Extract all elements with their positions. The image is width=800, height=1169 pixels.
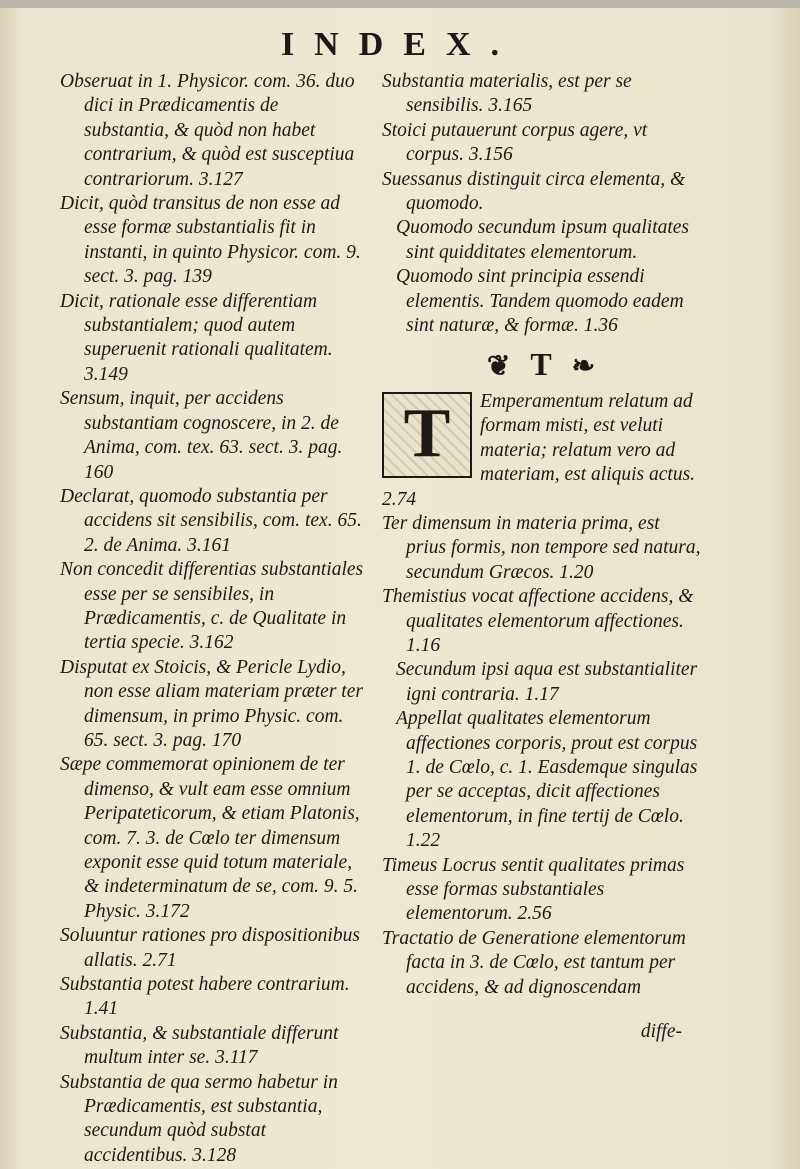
left-column	[60, 70, 368, 1168]
index-entry: Sensum, inquit, per accidens substantiam cognoscere, in 2. de Anima, com. tex. 63. sect. 3. pag. 160	[60, 388, 343, 483]
index-entry: Declarat, quomodo substantia per accidens sit sensibilis, com. tex. 65. 2. de Anima. 3.161	[60, 485, 362, 556]
index-entry: Substantia, & substantiale differunt multum inter se. 3.117	[60, 1022, 339, 1069]
index-entry: Suessanus distinguit circa elementa, & quomodo.	[382, 168, 686, 215]
index-subentry: Appellat qualitates elementorum affectiones corporis, prout est corpus 1. de Cœlo, c. 1. Easdemque singulas per se acceptas, dicit affectiones elementorum, in fine tertij de Cœlo. 1.22	[396, 708, 698, 852]
decorated-initial: T	[382, 392, 472, 478]
index-entry: Substantia potest habere contrarium. 1.41	[60, 974, 350, 1020]
page-title: INDEX.	[280, 26, 520, 63]
page-top-edge	[0, 0, 800, 8]
index-entry: Ter dimensum in materia prima, est prius formis, non tempore sed natura, secundum Græcos. 1.20	[382, 512, 701, 583]
section-letter: T	[530, 346, 554, 383]
index-entry: Tractatio de Generatione elementorum facta in 3. de Cœlo, est tantum per accidens, & ad dignoscendam	[382, 927, 686, 998]
right-column	[382, 70, 702, 1063]
index-entry: Sæpe commemorat opinionem de ter dimenso, & vult eam esse omnium Peripateticorum, & etiam Platonis, com. 7. 3. de Cœlo ter dimensum exponit esse quid totum materiale, & indeterminatum de se, com. 9. 5. Physic. 3.172	[60, 754, 360, 922]
index-entry: Stoici putauerunt corpus agere, vt corpus. 3.156	[382, 119, 648, 166]
index-entry: Dicit, quòd transitus de non esse ad esse formæ substantialis fit in instanti, in quinto Physicor. com. 9. sect. 3. pag. 139	[60, 193, 361, 288]
index-entry: Non concedit differentias substantiales esse per se sensibiles, in Prædicamentis, c. de Qualitate in tertia specie. 3.162	[60, 559, 364, 654]
dropcap-entry-text: Emperamentum relatum ad formam misti, est veluti materia; relatum vero ad materiam, est aliquis actus. 2.74	[382, 390, 696, 510]
index-entry: Obseruat in 1. Physicor. com. 36. duo dici in Prædicamentis de substantia, & quòd non habet contrarium, & quòd est susceptiua contrariorum. 3.127	[60, 71, 355, 190]
index-entry: Soluuntur rationes pro dispositionibus allatis. 2.71	[60, 925, 360, 971]
catchword: diffe-	[640, 1020, 682, 1042]
index-entry: Timeus Locrus sentit qualitates primas esse formas substantiales elementorum. 2.56	[382, 854, 685, 925]
fleuron-right-icon: ❧	[571, 351, 598, 383]
dropcap-entry	[382, 390, 702, 512]
index-entry: Themistius vocat affectione accidens, & qualitates elementorum affectiones. 1.16	[382, 586, 694, 656]
index-entry: Dicit, rationale esse differentiam substantialem; quod autem superuenit rationali qualitatem. 3.149	[60, 290, 333, 385]
index-subentry: Quomodo secundum ipsum qualitates sint quidditates elementorum.	[396, 217, 690, 263]
fleuron-left-icon: ❦	[486, 351, 513, 383]
index-subentry: Quomodo sint principia essendi elementis. Tandem quomodo eadem sint naturæ, & formæ. 1.36	[396, 266, 684, 337]
index-entry: Substantia de qua sermo habetur in Prædicamentis, est substantia, secundum quòd substat accidentibus. 3.128	[60, 1071, 338, 1166]
index-entry: Substantia materialis, est per se sensibilis. 3.165	[382, 71, 632, 117]
index-entry: Disputat ex Stoicis, & Pericle Lydio, non esse aliam materiam præter ter dimensum, in primo Physic. com. 65. sect. 3. pag. 170	[60, 656, 363, 751]
index-subentry: Secundum ipsi aqua est substantialiter igni contraria. 1.17	[396, 659, 698, 705]
section-letter-heading	[382, 346, 702, 383]
